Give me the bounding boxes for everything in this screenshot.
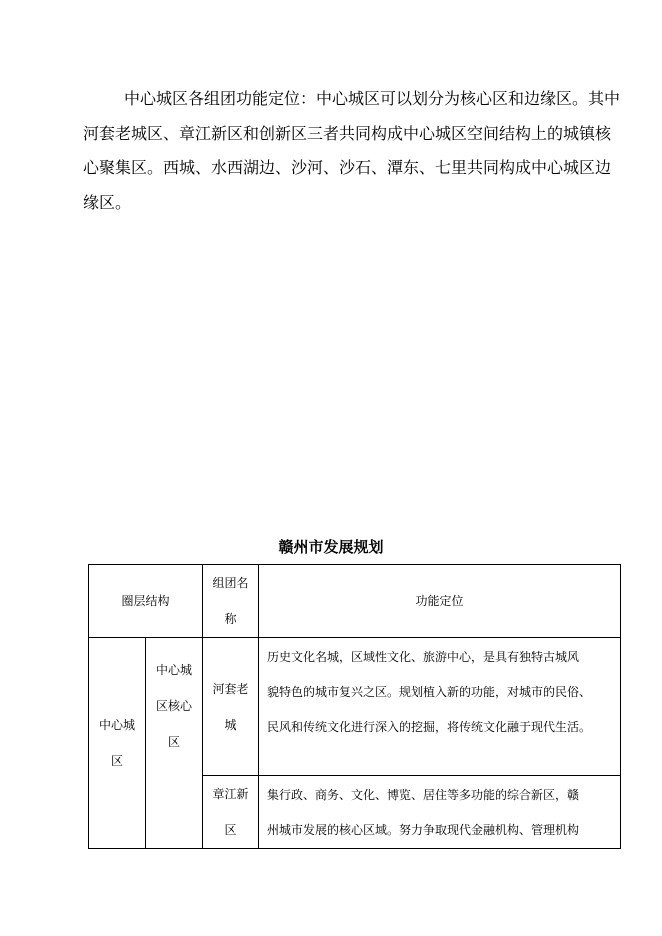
paragraph-line: 中心城区各组团功能定位：中心城区可以划分为核心区和边缘区。其中 xyxy=(124,89,621,108)
function-desc-cell xyxy=(259,638,621,776)
level2-line: 中心城 xyxy=(156,663,193,677)
desc-line: 貌特色的城市复兴之区。规划植入新的功能，对城市的民俗、 xyxy=(267,685,592,699)
desc-line: 州城市发展的核心区域。努力争取现代金融机构、管理机构 xyxy=(267,823,580,837)
group-name-cell xyxy=(203,638,259,776)
level1-cell xyxy=(89,638,146,849)
level2-cell xyxy=(146,638,203,849)
group-name-line: 区 xyxy=(224,823,237,837)
desc-line: 历史文化名城，区域性文化、旅游中心，是具有独特古城风 xyxy=(267,650,580,664)
level2-line: 区 xyxy=(168,735,181,749)
paragraph-line: 河套老城区、章江新区和创新区三者共同构成中心城区空间结构上的城镇核 xyxy=(83,123,612,143)
group-name-line: 城 xyxy=(224,717,237,732)
group-name-cell xyxy=(203,776,259,849)
level1-line: 中心城 xyxy=(98,718,135,732)
development-plan-table xyxy=(88,564,621,849)
paragraph-line: 缘区。 xyxy=(83,192,132,212)
desc-line: 民风和传统文化进行深入的挖掘，将传统文化融于现代生活。 xyxy=(267,720,592,734)
level1-line: 区 xyxy=(110,754,123,768)
header-group-name-line: 组团名 xyxy=(212,576,249,590)
header-group-name-line: 称 xyxy=(224,612,237,626)
level2-line: 区核心 xyxy=(156,699,193,713)
table-row xyxy=(89,638,621,776)
group-name-line: 河套老 xyxy=(212,681,249,696)
intro-paragraph xyxy=(83,82,623,220)
header-function: 功能定位 xyxy=(259,565,621,638)
header-group-name xyxy=(203,565,259,638)
header-structure: 圈层结构 xyxy=(89,565,203,638)
table-title: 赣州市发展规划 xyxy=(278,538,384,556)
paragraph-line: 心聚集区。西城、水西湖边、沙河、沙石、潭东、七里共同构成中心城区边 xyxy=(83,158,612,177)
table-header-row xyxy=(89,565,621,638)
group-name-line: 章江新 xyxy=(212,787,249,801)
desc-line: 集行政、商务、文化、博览、居住等多功能的综合新区，赣 xyxy=(267,788,580,802)
function-desc-cell xyxy=(259,776,621,849)
